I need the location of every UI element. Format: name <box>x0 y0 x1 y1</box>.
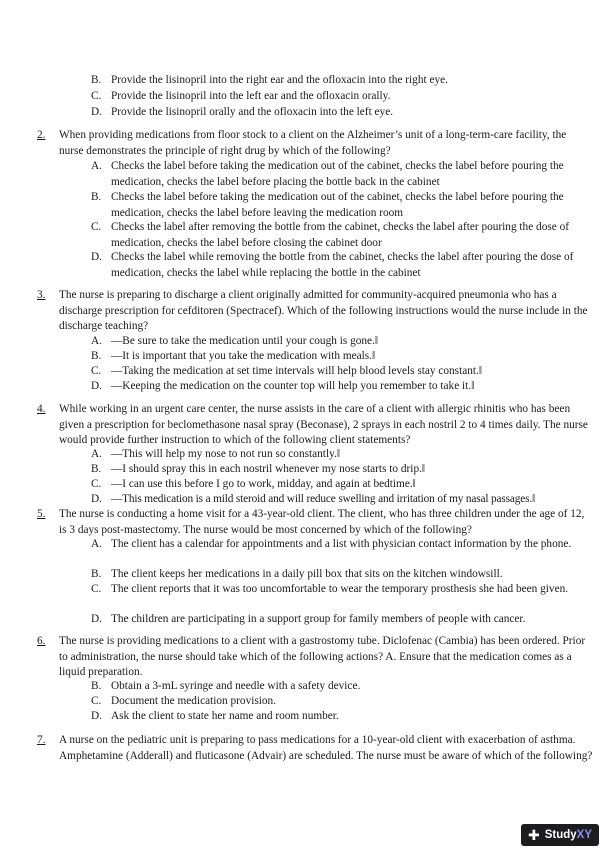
question-2-option-c: C. Checks the label after removing the bottle from the cabinet, checks the label after pouring the dose of medication, checks the label before closing the cabinet door <box>91 221 569 249</box>
question-text: A nurse on the pediatric unit is preparing to pass medications for a 10-year-old client with exacerbation of asthma. Amphetamine (Adderall) and fluticasone (Advair) are scheduled. The nurse must be aware of which of the following? <box>59 734 593 762</box>
question-number: 6. <box>37 635 46 647</box>
question-6-option-d: D. Ask the client to state her name and room number. <box>91 710 339 722</box>
question-4 <box>37 402 593 449</box>
option-d: D. Provide the lisinopril orally and the ofloxacin into the left eye. <box>91 106 394 118</box>
question-text: While working in an urgent care center, the nurse assists in the care of a client with allergic rhinitis who has been given a prescription for beclomethasone nasal spray (Beconase), 2 sprays in each nostril 2 to 4 times daily. The nurse would provide further instruction to which of the following client statements? <box>59 403 588 446</box>
question-4-option-d: D. ―This medication is a mild steroid and will reduce swelling and irritation of my nasal passages.‖ <box>91 493 536 505</box>
question-6-option-b: B. Obtain a 3-mL syringe and needle with a safety device. <box>91 680 361 692</box>
question-number: 4. <box>37 403 46 415</box>
question-text: The nurse is conducting a home visit for a 43-year-old client. The client, who has three children under the age of 12, is 3 days post-mastectomy. The nurse would be most concerned by which of the following? <box>59 508 585 536</box>
question-3 <box>37 288 593 335</box>
brand-main: Study <box>544 829 577 841</box>
question-number: 3. <box>37 289 46 301</box>
question-number: 5. <box>37 508 46 520</box>
question-number: 2. <box>37 129 46 141</box>
question-2 <box>37 128 593 159</box>
question-4-option-b: B. ―I should spray this in each nostril whenever my nose starts to drip.‖ <box>91 463 426 475</box>
question-number: 7. <box>37 734 46 746</box>
question-5-option-b: B. The client keeps her medications in a daily pill box that sits on the kitchen windowsill. <box>91 568 503 580</box>
option-b: B. Provide the lisinopril into the right ear and the ofloxacin into the right eye. <box>91 74 448 86</box>
brand-accent: XY <box>576 829 593 841</box>
question-3-option-d: D. ―Keeping the medication on the counter top will help you remember to take it.‖ <box>91 380 475 392</box>
question-6 <box>37 634 593 681</box>
option-c: C. Provide the lisinopril into the left ear and the ofloxacin orally. <box>91 90 391 102</box>
question-2-option-a: A. Checks the label before taking the medication out of the cabinet, checks the label before pouring the medication, checks the label before placing the bottle back in the cabinet <box>91 160 564 188</box>
question-text: The nurse is preparing to discharge a client originally admitted for community-acquired pneumonia who has a discharge prescription for cefditoren (Spectracef). Which of the following instructions would the nurse include in the discharge teaching? <box>59 289 588 332</box>
question-7 <box>37 733 593 764</box>
question-5-option-c: C. The client reports that it was too uncomfortable to wear the temporary prosthesis she had been given. <box>91 583 569 595</box>
question-4-option-c: C. ―I can use this before I go to work, midday, and again at bedtime.‖ <box>91 478 416 490</box>
question-5-option-d: D. The children are participating in a support group for family members of people with cancer. <box>91 613 526 625</box>
question-text: The nurse is providing medications to a client with a gastrostomy tube. Diclofenac (Cambia) has been ordered. Prior to administration, the nurse should take which of the following actions? A. Ensure that the medication comes as a liquid preparation. <box>59 635 586 678</box>
question-4-option-a: A. ―This will help my nose to not run so constantly.‖ <box>91 448 340 460</box>
question-5 <box>37 507 593 538</box>
studyxy-badge[interactable] <box>521 824 599 846</box>
plus-icon: ✚ <box>527 827 540 843</box>
question-5-option-a: A. The client has a calendar for appointments and a list with physician contact information by the phone. <box>91 538 572 550</box>
question-2-option-b: B. Checks the label before taking the medication out of the cabinet, checks the label before pouring the medication, checks the label before leaving the medication room <box>91 191 564 219</box>
question-3-option-b: B. ―It is important that you take the medication with meals.‖ <box>91 350 376 362</box>
question-6-option-c: C. Document the medication provision. <box>91 695 277 707</box>
question-3-option-c: C. ―Taking the medication at set time intervals will help blood levels stay constant.‖ <box>91 365 483 377</box>
question-3-option-a: A. ―Be sure to take the medication until your cough is gone.‖ <box>91 335 379 347</box>
question-text: When providing medications from floor stock to a client on the Alzheimer’s unit of a long-term-care facility, the nurse demonstrates the principle of right drug by which of the following? <box>59 129 567 157</box>
question-2-option-d: D. Checks the label while removing the bottle from the cabinet, checks the label after pouring the dose of medication, checks the label while replacing the bottle in the cabinet <box>91 251 574 279</box>
